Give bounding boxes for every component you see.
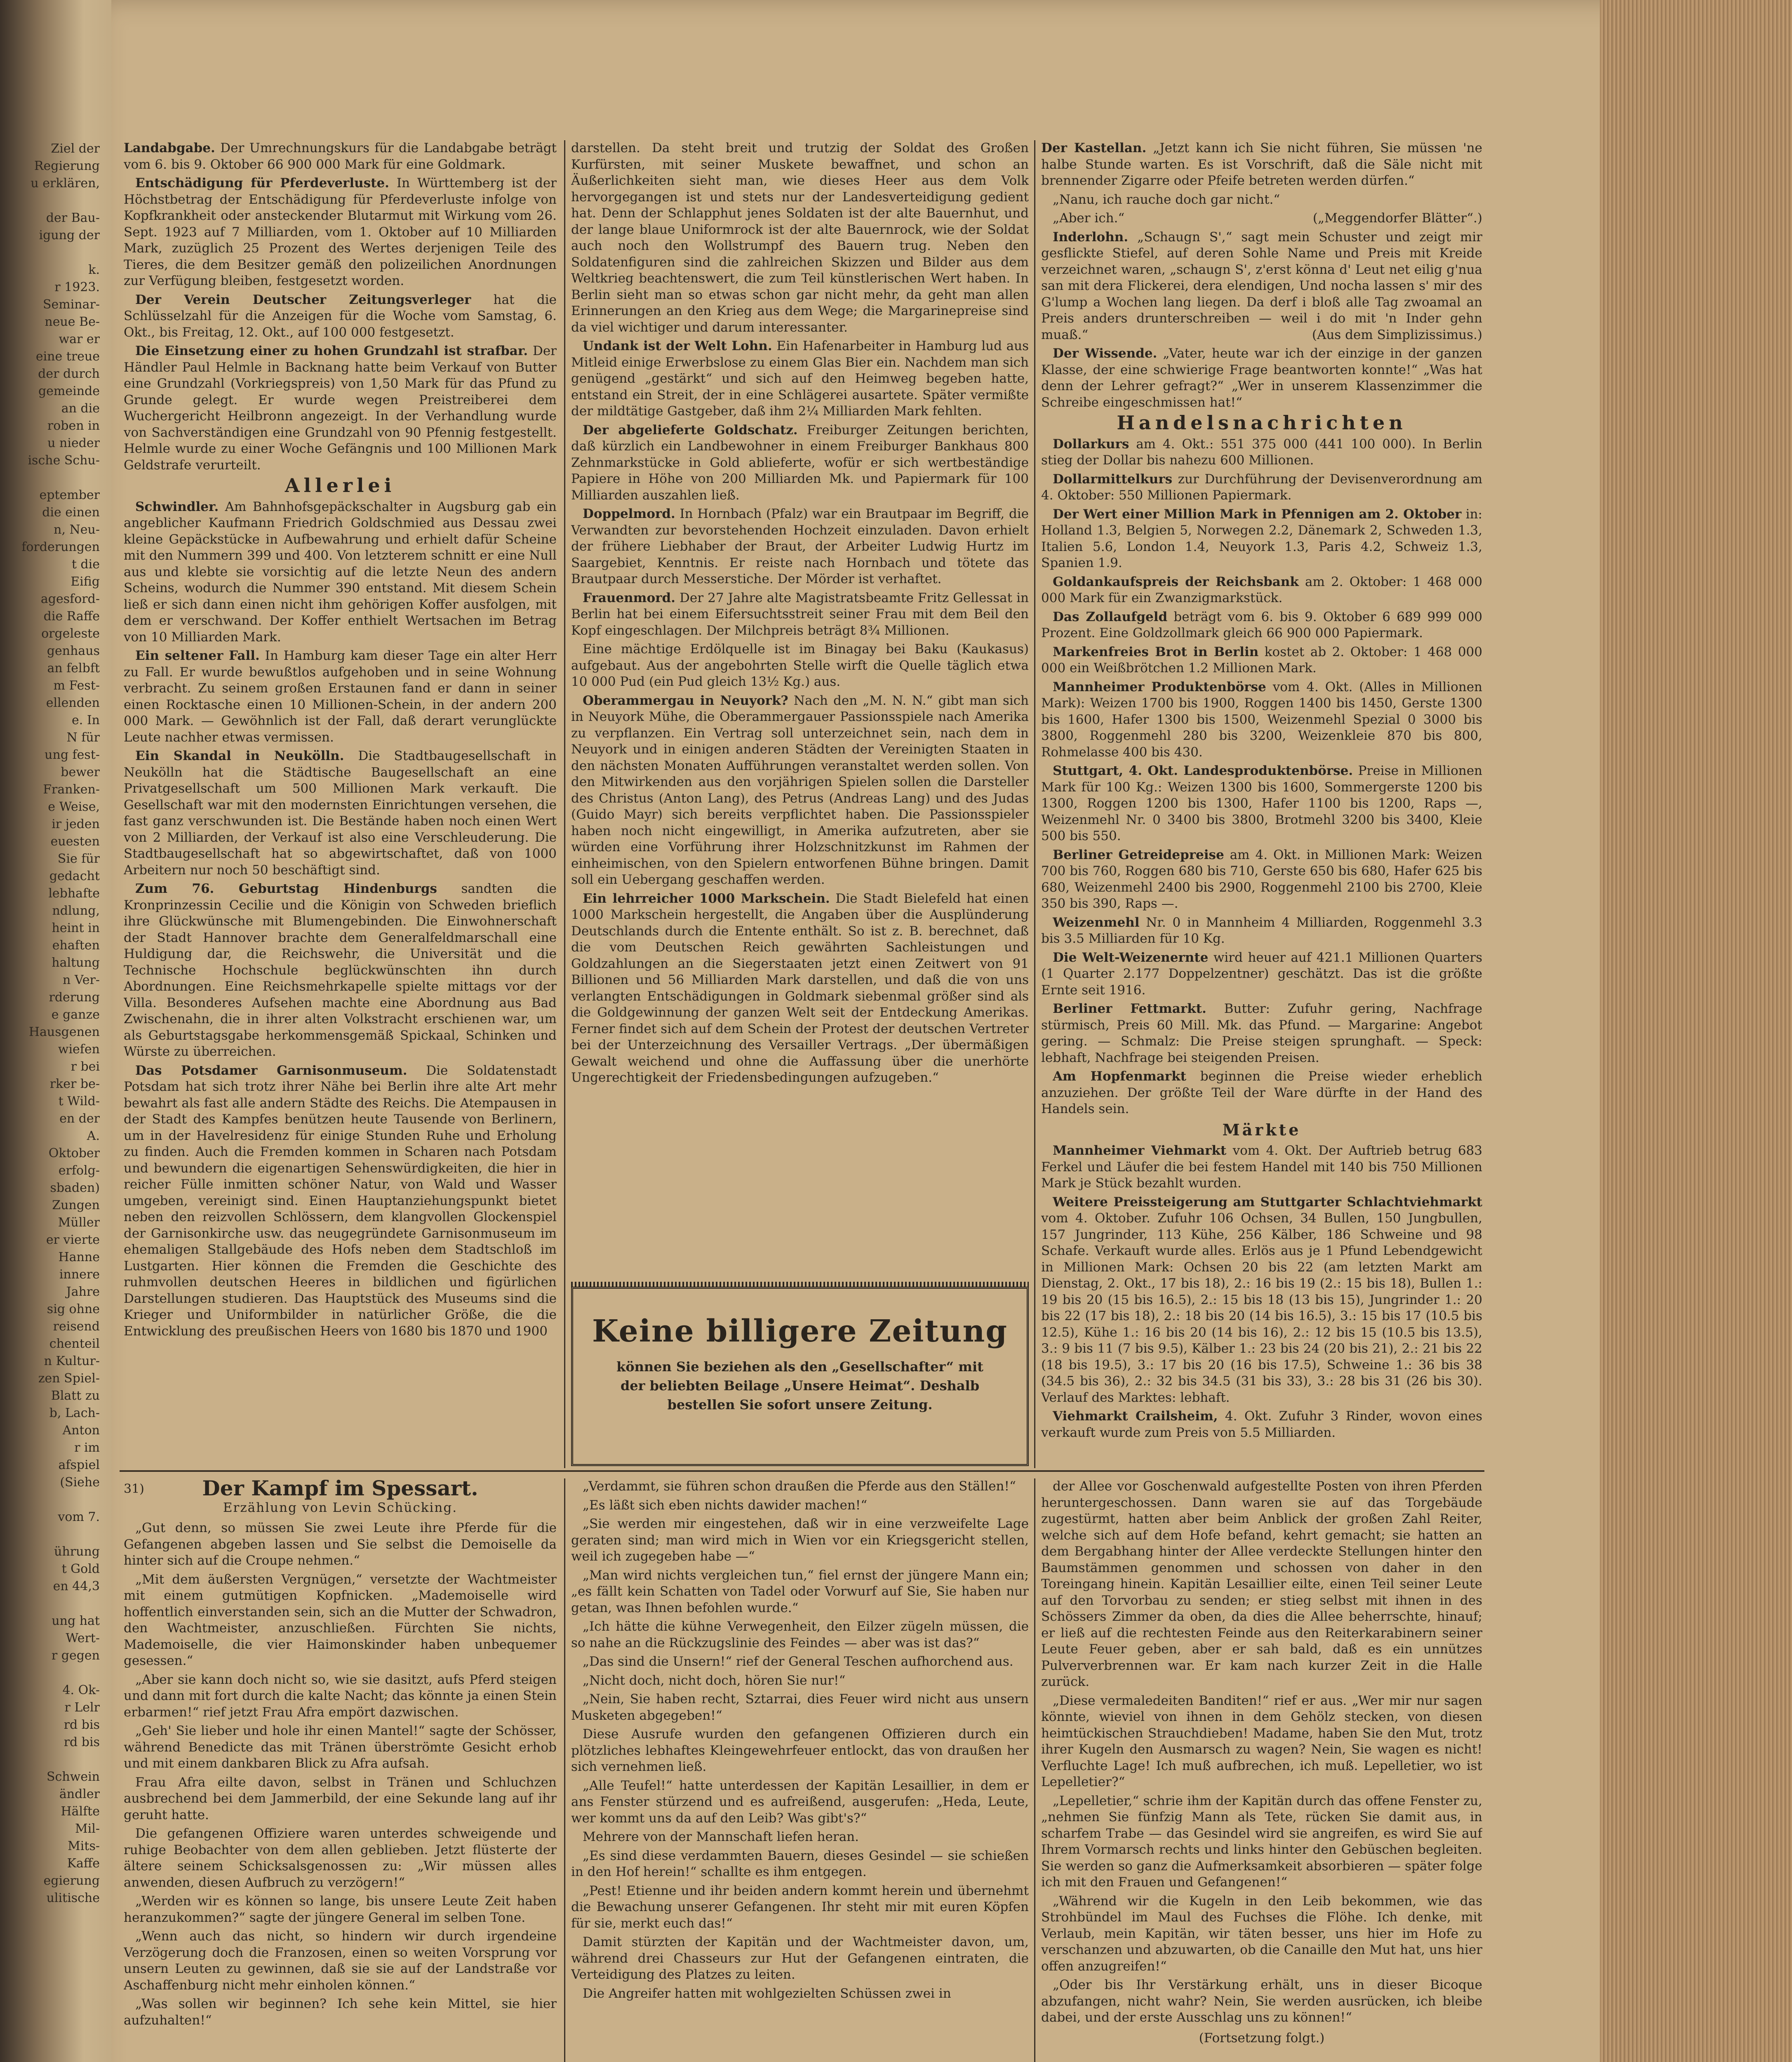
article: Das Potsdamer Garnisonmuseum. Die Soldatenstadt Potsdam hat sich trotz ihrer Nähe bei Berlin ihre alte Art mehr bewahrt als fast alle andern Städte des Reichs. Die Atempausen in der Stadt des Kampfes benützen heute Tausende von Berlinern, um in der Havelresidenz für einige Stunden Ruhe und Erholung zu finden. Auch die Fremden kommen in Scharen nach Potsdam und bewundern die eigenartigen Sehenswürdigkeiten, die hier in reicher Fülle inmitten schöner Natur, von Wald und Wasser umgeben, vereinigt sind. Einen Hauptanziehungspunkt bietet neben den reizvollen Schlössern, dem klangvollen Glockenspiel der Garnisonkirche usw. das neugegründete Garnisonmuseum im ehemaligen Stallgebäude des Hofs neben dem Stadtschloß im Lustgarten. Hier können die Fremden die Geschichte des ruhmvollen deutschen Heeres in bildlichen und figürlichen Darstellungen studieren. Das Hauptstück des Museums sind die Krieger und Uniformbilder in natürlicher Größe, die die Entwicklung des preußischen Heers von 1680 bis 1870 und 1900 <box>124 1063 557 1339</box>
serial-paragraph: „Nein, Sie haben recht, Sztarrai, dies Feuer wird nicht aus unsern Musketen abgegeben!“ <box>571 1692 1029 1723</box>
serial-continuation-note: (Fortsetzung folgt.) <box>1199 2030 1325 2046</box>
fragment-line: r bei <box>71 1059 100 1074</box>
serial-paragraph: „Wenn auch das nicht, so hindern wir durch irgendeine Verzögerung doch die Franzosen, einen so weiten Vorsprung vor unsern Leuten zu gewinnen, daß sie sie auf der Landstraße vor Aschaffenburg nicht mehr einholen können.“ <box>124 1929 557 1993</box>
serial-paragraph: „Pest! Etienne und ihr beiden andern kommt herein und übernehmt die Bewachung unserer Gefangenen. Ihr steht mir mit euren Köpfen für sie, merkt euch das!“ <box>571 1883 1029 1931</box>
fragment-line: b, Lach- <box>49 1406 100 1420</box>
serial-number: 31) <box>124 1482 144 1496</box>
trade-item: Die Welt-Weizenernte wird heuer auf 421.1 Millionen Quarters (1 Quarter 2.177 Doppelzentner) geschätzt. Das ist die größte Ernte seit 1916. <box>1041 950 1482 998</box>
serial-column-1 <box>124 1478 557 2062</box>
serial-paragraph: der Allee vor Goschenwald aufgestellte Posten von ihren Pferden heruntergeschossen. Dann waren sie auf das Torgebäude zugestürmt, hatten aber beim Anblick der großen Zahl Reiter, welche sich auf dem Hofe befand, kehrt gemacht; sie hatten an dem Bergabhang hinter der Allee verdeckte Stellungen hinter den Baumstämmen genommen und schossen von daher in den Toreingang hinein. Kapitän Lesaillier eilte, einen Teil seiner Leute auf den Torvorbau zu senden; er stieg selbst mit ihnen in des Schössers Zimmer da oben, da dies die Allee beherrschte, hinauf; er ließ auf die rechtesten Feinde aus den Reiterkarabinern seiner Leute Feuer geben, aber er sah bald, daß es ein unnützes Pulververbrennen war. Er kam nach kurzer Zeit in die Halle zurück. <box>1041 1479 1482 1689</box>
fragment-line: Sie für <box>57 852 100 866</box>
serial-paragraph: „Oder bis Ihr Verstärkung erhält, uns in dieser Bicoque abzufangen, nicht wahr? Nein, Sie werden ausrücken, ich bleibe dabei, und der erste Ausschlag uns zu können!“ <box>1041 1977 1482 2025</box>
fragment-line <box>0 469 103 487</box>
serial-title: Der Kampf im Spessart. <box>202 1478 478 1500</box>
fragment-line: chenteil <box>49 1337 100 1351</box>
article: Der abgelieferte Goldschatz. Freiburger Zeitungen berichten, daß kürzlich ein Landbewohner in einem Freiburger Bankhaus 800 Zehnmarkstücke in Gold ablieferte, wofür er sich wertbeständige Papiere in Höhe von 200 Milliarden Mk. und Papiermark für 100 Milliarden auszahlen ließ. <box>571 422 1029 503</box>
fragment-line: Oktober <box>48 1146 100 1160</box>
column-2 <box>571 140 1029 1281</box>
serial-paragraph: „Geh' Sie lieber und hole ihr einen Mantel!“ sagte der Schösser, während Benedicte das mit Tränen überströmte Gesicht erhob und mit einem dankbaren Blick zu Afra aufsah. <box>124 1723 557 1771</box>
fragment-line: haltung <box>52 956 100 970</box>
fragment-line: sbaden) <box>50 1181 100 1195</box>
column-rule <box>1034 140 1035 1468</box>
fragment-line: rker be- <box>49 1077 100 1091</box>
fragment-line: Müller <box>58 1215 100 1230</box>
fragment-line: die einen <box>42 505 100 520</box>
section-heading-allerlei: Allerlei <box>285 474 396 497</box>
fragment-line: igung der <box>39 228 100 242</box>
fragment-line: zen Spiel- <box>38 1371 100 1386</box>
serial-paragraph: Frau Afra eilte davon, selbst in Tränen und Schluchzen ausbrechend bei dem Jammerbild, der eine Sekunde lang auf ihr geruht hatte. <box>124 1775 557 1822</box>
trade-item: Dollarmittelkurs zur Durchführung der Devisenverordnung am 4. Oktober: 550 Millionen Papiermark. <box>1041 471 1482 503</box>
fragment-line: euesten <box>50 834 100 849</box>
fragment-line: Ziel der <box>51 141 100 156</box>
fragment-line: en der <box>59 1111 100 1126</box>
serial-paragraph: „Das sind die Unsern!“ rief der General Teschen aufhorchend aus. <box>583 1654 1014 1669</box>
fragment-line: der Bau- <box>46 211 100 225</box>
fragment-line: reisend <box>53 1319 100 1334</box>
joke: „Nanu, ich rauche doch gar nicht.“ <box>1053 192 1280 207</box>
serial-column-2 <box>571 1478 1029 2062</box>
fragment-line <box>0 1526 103 1543</box>
fragment-line: er vierte <box>46 1233 100 1247</box>
fragment-line: Mil- <box>75 1822 100 1836</box>
serial-paragraph: „Verdammt, sie führen schon draußen die Pferde aus den Ställen!“ <box>583 1479 1016 1494</box>
fragment-line <box>0 1751 103 1768</box>
fragment-line: Zungen <box>52 1198 100 1212</box>
section-heading-handelsnachrichten: Handelsnachrichten <box>1117 412 1407 434</box>
trade-item: Stuttgart, 4. Okt. Landesproduktenbörse. Preise in Millionen Mark für 100 Kg.: Weizen 1300 bis 1600, Sommergerste 1200 bis 1300, Roggen 1200 bis 1300, Hafer 1100 bis 1200, Raps —, Weizenmehl Nr. 0 3400 bis 3800, Brotmehl 3200 bis 3400, Kleie 500 bis 550. <box>1041 763 1482 843</box>
fragment-line: t die <box>71 557 100 572</box>
serial-paragraph: „Nicht doch, nicht doch, hören Sie nur!“ <box>583 1673 846 1688</box>
fragment-line: erfolg- <box>58 1163 100 1178</box>
subscription-advertisement <box>571 1287 1029 1466</box>
ad-text: können Sie beziehen als den „Gesellschafter“ mit der beliebten Beilage „Unsere Heimat“. Deshalb bestellen Sie sofort unsere Zeitung. <box>616 1359 983 1412</box>
serial-paragraph: Damit stürzten der Kapitän und der Wachtmeister davon, um, während drei Chasseurs zur Hut der Gefangenen eintraten, die Verteidigung des Platzes zu leiten. <box>571 1935 1029 1982</box>
fragment-line: heint in <box>52 921 100 935</box>
fragment-line: ir jeden <box>52 817 100 831</box>
serial-separator <box>120 1470 1484 1472</box>
joke: Der Wissende. „Vater, heute war ich der einzige in der ganzen Klasse, der eine schwierige Frage beantworten konnte!“ „Was hat denn der Lehrer gefragt?“ „Wer in unserem Klassenzimmer die Schreibe eingeschmissen hat!“ <box>1041 346 1482 410</box>
fragment-line: Eifig <box>71 574 100 589</box>
fragment-line <box>0 192 103 209</box>
fragment-line: ische Schu- <box>28 453 100 468</box>
serial-paragraph: „Mit dem äußersten Vergnügen,“ versetzte der Wachtmeister mit einem gutmütigen Kopfnicken. „Mademoiselle wird hoffentlich einverstanden sein, sich an die Mutter der Schwadron, den Wachtmeister, anzuschließen. Fürchten Sie nichts, Mademoiselle, die vier Haimonskinder haben unbequemer gesessen.“ <box>124 1572 557 1668</box>
article: Undank ist der Welt Lohn. Ein Hafenarbeiter in Hamburg lud aus Mitleid einige Erwerbslose zu einem Glas Bier ein. Nachdem man sich genügend „gestärkt“ und sich auf den Heimweg begeben hatte, entstand ein Streit, der in eine Schlägerei ausartete. Später vermißte der mildtätige Gastgeber, daß ihm 2¼ Milliarden Mark fehlten. <box>571 339 1029 419</box>
fragment-line: Hausgenen <box>28 1025 100 1039</box>
article: Entschädigung für Pferdeverluste. In Württemberg ist der Höchstbetrag der Entschädigung für Pferdeverluste infolge von Kopfkrankheit oder ansteckender Blutarmut mit Wirkung vom 26. Sept. 1923 auf 7 Milliarden, vom 1. Oktober auf 10 Milliarden Mark, zuzüglich 25 Prozent des Wertes derjenigen Teile des Tieres, die dem Besitzer gemäß den polizeilichen Anordnungen zur Verfügung bleiben, festgesetzt worden. <box>124 176 557 288</box>
fragment-line: die Raffe <box>43 609 100 624</box>
trade-item: Markenfreies Brot in Berlin kostet ab 2. Oktober: 1 468 000 000 ein Weißbrötchen 1.2 Millionen Mark. <box>1041 644 1482 676</box>
fragment-line: gedacht <box>49 869 100 883</box>
fragment-line: e Weise, <box>48 800 100 814</box>
article: Die Einsetzung einer zu hohen Grundzahl ist strafbar. Der Händler Paul Helmle in Backnang hatte beim Verkauf von Butter eine Grundzahl (Vorkriegspreis) von 1,50 Mark für das Pfund zu Grunde gelegt. Er wurde wegen Preistreiberei dem Wuchergericht Heilbronn angezeigt. In der Verhandlung wurde von Sachverständigen eine Grundzahl von 90 Pfennig festgestellt. Helmle wurde zu einer Woche Gefängnis und 100 Millionen Mark Geldstrafe verurteilt. <box>124 344 557 473</box>
serial-paragraph: „Lepelletier,“ schrie ihm der Kapitän durch das offene Fenster zu, „nehmen Sie fünfzig Mann als Tete, rücken Sie damit aus, in scharfem Trabe — das Gesindel wird sie angreifen, es wird Sie auf Ihrem Vormarsch rechts und links hinter den Gebüschen begleiten. Sie werden so ganz die Aufmerksamkeit absorbieren — später folge ich mit den Frauen und Gefangenen!“ <box>1041 1793 1482 1890</box>
serial-subtitle: Erzählung von Levin Schücking. <box>223 1500 458 1515</box>
article: Doppelmord. In Hornbach (Pfalz) war ein Brautpaar im Begriff, die Verwandten zur bevorstehenden Hochzeit einzuladen. Davon erhielt der frühere Liebhaber der Braut, der Arbeiter Ludwig Hurtz im Saargebiet, Kenntnis. Er reiste nach Hornbach und tötete das Brautpaar durch Messerstiche. Der Mörder ist verhaftet. <box>571 506 1029 586</box>
serial-paragraph: Diese Ausrufe wurden den gefangenen Offizieren durch ein plötzliches lebhaftes Kleingewehrfeuer entlockt, das von draußen her sich vernehmen ließ. <box>571 1727 1029 1774</box>
joke: Inderlohn. „Schaugn S',“ sagt mein Schuster und zeigt mir gesflickte Stiefel, auf deren Sohle Name und Preis mit Kreide verzeichnet waren, „schaugn S', z'erst könna d' Leut net eilig g'nua san mit dera Flickerei, dera elendigen, Und nocha lassen s' mir des G'lump a Wochen lang liegen. Da derf i bloß alle Tag zwoamal an Preis anders drunterschreiben — weil i do mit 'n Inder gehn muaß.“ (Aus dem Simplizissimus.) <box>1041 229 1482 342</box>
fragment-line: m Fest- <box>53 678 100 693</box>
article: Landabgabe. Der Umrechnungskurs für die Landabgabe beträgt vom 6. bis 9. Oktober 66 900 000 Mark für eine Goldmark. <box>124 141 557 172</box>
fragment-line: Franken- <box>43 782 100 797</box>
trade-item: Weizenmehl Nr. 0 in Mannheim 4 Milliarden, Roggenmehl 3.3 bis 3.5 Milliarden für 10 Kg. <box>1041 915 1482 946</box>
fragment-line: Hanne <box>58 1250 100 1264</box>
previous-page-fragments <box>0 140 103 2062</box>
fragment-line: ulitische <box>46 1891 100 1905</box>
fragment-line: k. <box>88 263 100 277</box>
fragment-line: A. <box>87 1129 100 1143</box>
joke: „Aber ich.“ („Meggendorfer Blätter“.) <box>1053 211 1482 226</box>
fragment-line: ändler <box>59 1787 100 1801</box>
article: Zum 76. Geburtstag Hindenburgs sandten die Kronprinzessin Cecilie und die Königin von Schweden brieflich ihre Glückwünsche mit Blumengebinden. Die Einwohnerschaft der Stadt Hannover brachte dem Generalfeldmarschall eine Huldigung dar, die Reichswehr, die Universität und die Technische Hochschule beglückwünschten ihn durch Abordnungen. Eine Reichsmehrkapelle spielte mittags vor der Villa. Besonderes Aufsehen machte eine Abordnung aus Bad Zwischenahn, die in ihrer alten Volkstracht erschienen war, um als Geburtstagsgabe herkommensgemäß Spickaal, Schinken und Würste zu überreichen. <box>124 881 557 1059</box>
trade-item: Berliner Fettmarkt. Butter: Zufuhr gering, Nachfrage stürmisch, Preis 60 Mill. Mk. das Pfund. — Margarine: Angebot gering. — Schmalz: Die Preise steigen sprunghaft. — Speck: lebhaft, Nachfrage bei steigenden Preisen. <box>1041 1001 1482 1065</box>
fragment-line: sig ohne <box>47 1302 100 1316</box>
fragment-line <box>0 1491 103 1509</box>
fragment-line: an felbft <box>47 661 100 676</box>
column-rule <box>1034 1478 1035 2062</box>
fragment-line: ndlung, <box>52 904 100 918</box>
fragment-line: e. In <box>72 713 100 727</box>
serial-paragraph: „Diese vermaledeiten Banditen!“ rief er aus. „Wer mir nur sagen könnte, wieviel von ihnen in dem Gehölz stecken, von diesen heimtückischen Strauchdieben! Madame, haben Sie den Mut, trotz ihrer Kugeln den Ausmarsch zu wagen? Nein, Sie wagen es nicht! Verfluchte Lage! Ich muß aufbrechen, ich muß. Lepelletier, wo ist Lepelletier?“ <box>1041 1693 1482 1789</box>
article: Ein seltener Fall. In Hamburg kam dieser Tage ein alter Herr zu Fall. Er wurde bewußtlos aufgehoben und in seine Wohnung verbracht. Zu seinem großen Erstaunen fand er dann in seiner einen Rocktasche einen 10 Millionen-Schein, in der andern 200 000 Mark. — Gewöhnlich ist der Fall, daß derart verunglückte Leute nachher etwas vermissen. <box>124 648 557 745</box>
fragment-line: egierung <box>43 1874 100 1888</box>
fragment-line: orgeleste <box>41 626 100 641</box>
fragment-line: ührung <box>54 1544 100 1559</box>
fragment-line: Wert- <box>66 1631 100 1645</box>
fragment-line: rderung <box>49 990 100 1005</box>
fragment-line: innere <box>59 1267 100 1282</box>
trade-item: Mannheimer Produktenbörse vom 4. Okt. (Alles in Millionen Mark): Weizen 1700 bis 1900, Roggen 1400 bis 1450, Gerste 1300 bis 1600, Hafer 1300 bis 1500, Weizenmehl Spezial 0 3000 bis 3800, Roggenmehl 280 bis 3200, Weizenkleie 870 bis 800, Rohmelasse 400 bis 430. <box>1041 679 1482 760</box>
fragment-line: eptember <box>39 488 100 502</box>
column-rule <box>564 1478 565 2062</box>
serial-paragraph: „Aber sie kann doch nicht so, wie sie dasitzt, aufs Pferd steigen und dann mit fort durch die kalte Nacht; das könnte ja einen Stein erbarmen!“ rief jetzt Frau Afra empört dazwischen. <box>124 1672 557 1720</box>
market-item: Weitere Preissteigerung am Stuttgarter Schlachtviehmarkt vom 4. Oktober. Zufuhr 106 Ochsen, 34 Bullen, 150 Jungbullen, 157 Jungrinder, 113 Kühe, 256 Kälber, 186 Schweine und 98 Schafe. Verkauft wurde alles. Erlös aus je 1 Pfund Lebendgewicht in Millionen Mark: Ochsen 20 bis 22 (am letzten Markt am Dienstag, 2. Okt., 17 bis 18), 2.: 16 bis 19 (2.: 15 bis 18), Bullen 1.: 19 bis 20 (15 bis 16.5), 2.: 15 bis 18 (13 bis 15), Jungrinder 1.: 20 bis 22 (17 bis 18), 2.: 18 bis 20 (14 bis 16.5), 3.: 15 bis 17 (10.5 bis 12.5), Kühe 1.: 16 bis 20 (14 bis 16), 2.: 12 bis 15 (10.5 bis 13.5), 3.: 9 bis 11 (7 bis 9.5), Kälber 1.: 23 bis 24 (20 bis 21), 2.: 21 bis 22 (18 bis 19.5), 3.: 17 bis 20 (16 bis 17.5), Schweine 1.: 36 bis 38 (34.5 bis 36), 2.: 32 bis 34.5 (31 bis 33), 3.: 28 bis 31 (26 bis 30). Verlauf des Marktes: lebhaft. <box>1041 1194 1482 1405</box>
trade-item: Dollarkurs am 4. Okt.: 551 375 000 (441 100 000). In Berlin stieg der Dollar bis nahezu 600 Millionen. <box>1041 436 1482 468</box>
fragment-line: roben in <box>47 419 100 433</box>
fragment-line: ung hat <box>52 1614 100 1628</box>
fragment-line: 4. Ok- <box>62 1683 100 1697</box>
fragment-line: n, Neu- <box>54 523 100 537</box>
fragment-line: Regierung <box>34 159 100 173</box>
fragment-line: neue Be- <box>45 315 100 329</box>
serial-paragraph: „Man wird nichts vergleichen tun,“ fiel ernst der jüngere Mann ein; „es fällt kein Schatten von Tadel oder Vorwurf auf Sie, Sie haben nur getan, was Ihnen befohlen wurde.“ <box>571 1568 1029 1615</box>
fragment-line: ung fest- <box>45 748 100 762</box>
fragment-line: r 1923. <box>54 280 100 294</box>
serial-paragraph: Die Angreifer hatten mit wohlgezielten Schüssen zwei in <box>583 1986 951 2001</box>
column-3 <box>1041 140 1482 1468</box>
fragment-line: an die <box>61 401 100 416</box>
serial-paragraph: Die gefangenen Offiziere waren unterdes schweigende und ruhige Beobachter von dem allen geblieben. Jetzt flüsterte der ältere seinem Schicksalsgenossen zu: „Wir müssen alles anwenden, diesen Aufbruch zu verzögern!“ <box>124 1826 557 1890</box>
fragment-line: e ganze <box>51 1007 100 1022</box>
article: darstellen. Da steht breit und trutzig der Soldat des Großen Kurfürsten, mit seiner Muskete bewaffnet, und schon an Äußerlichkeiten sieht man, wie dieses Heer aus dem Volk hervorgegangen ist und stets nur der Landesverteidigung gedient hat. Denn der Schlapphut jenes Soldaten ist der alte Bauernhut, und der lange blaue Uniformrock ist der alte Bauernrock, wie der Soldat auch noch den Wollstrumpf des Bauern trug. Neben den Soldatenfiguren sind die zahlreichen Skizzen und Bilder aus dem Weltkrieg beachtenswert, die zum Teil künstlerischen Wert haben. In Berlin sieht man so etwas schon gar nicht mehr, da geht man allen Erinnerungen an den Krieg aus dem Wege; die Margarinepreise sind da viel wichtiger und darum interessanter. <box>571 141 1029 335</box>
serial-paragraph: „Es sind diese verdammten Bauern, dieses Gesindel — sie schießen in den Hof herein!“ schallte es ihm entgegen. <box>571 1848 1029 1879</box>
serial-paragraph: „Werden wir es können so lange, bis unsere Leute Zeit haben heranzukommen?“ sagte der jüngere General im selben Tone. <box>124 1894 557 1925</box>
fragment-line: t Wild- <box>58 1094 100 1109</box>
fragment-line: t Gold <box>61 1562 100 1576</box>
fragment-line: n Ver- <box>63 973 100 987</box>
fragment-line: Seminar- <box>42 297 100 312</box>
fragment-line: der durch <box>38 367 100 381</box>
article: Ein Skandal in Neukölln. Die Stadtbaugesellschaft in Neukölln hat die Städtische Baugesellschaft an eine Privatgesellschaft um 500 Millionen Mark verkauft. Die Gesellschaft war mit den modernsten Einrichtungen versehen, die fast ganz verschwunden ist. Die Bestände haben noch einen Wert von 2 Milliarden, der Verkauf ist also eine Verschleuderung. Die Stadtbaugesellschaft hat so abgewirtschaftet, daß von 1000 Arbeitern nur noch 50 beschäftigt sind. <box>124 749 557 878</box>
fragment-line: genhaus <box>47 644 100 658</box>
fragment-line: ehaften <box>52 938 100 953</box>
fragment-line: r gegen <box>51 1648 100 1663</box>
ad-title: Keine billigere Zeitung <box>592 1313 1008 1349</box>
fragment-line: rd bis <box>63 1735 100 1749</box>
fragment-line: Anton <box>62 1423 100 1438</box>
fragment-line: u nieder <box>47 436 100 450</box>
fragment-line: lebhafte <box>48 886 100 901</box>
fragment-line: afspiel <box>58 1458 100 1472</box>
fragment-line: war er <box>59 332 100 346</box>
fragment-line: vom 7. <box>58 1510 100 1524</box>
market-item: Viehmarkt Crailsheim, 4. Okt. Zufuhr 3 Rinder, wovon eines verkauft wurde zum Preis von 5.5 Milliarden. <box>1041 1409 1482 1440</box>
fragment-line: (Siehe <box>60 1475 100 1490</box>
fragment-line: Kaffe <box>67 1856 100 1871</box>
joke: Der Kastellan. „Jetzt kann ich Sie nicht führen, Sie müssen 'ne halbe Stunde warten. Es ist Vorschrift, daß die Säle nicht mit brennender Zigarre oder Pfeife betreten werden dürfen.“ <box>1041 141 1482 188</box>
fragment-line: r im <box>74 1441 100 1455</box>
trade-item: Das Zollaufgeld beträgt vom 6. bis 9. Oktober 6 689 999 000 Prozent. Eine Goldzollmark gleich 66 900 000 Papiermark. <box>1041 609 1482 640</box>
article: Schwindler. Am Bahnhofsgepäckschalter in Augsburg gab ein angeblicher Kaufmann Friedrich Goldschmied aus Dessau zwei kleine Gepäckstücke in Aufbewahrung und erhielt dafür Scheine mit den Nummern 399 und 400. Von letzterem schnitt er eine Null aus und klebte sie vorsichtig auf die letzte Neun des andern Scheins, wodurch die Nummer 390 entstand. Mit diesem Schein ließ er sich dann einen nicht ihm gehörigen Koffer ausfolgen, mit dem er verschwand. Der Koffer enthielt Wertsachen im Betrag von 10 Milliarden Mark. <box>124 499 557 645</box>
article: Der Verein Deutscher Zeitungsverleger hat die Schlüsselzahl für die Anzeigen für die Woche vom Samstag, 6. Okt., bis Freitag, 12. Okt., auf 100 000 festgesetzt. <box>124 292 557 340</box>
market-item: Mannheimer Viehmarkt vom 4. Okt. Der Auftrieb betrug 683 Ferkel und Läufer die bei festem Handel mit 140 bis 750 Millionen Mark je Stück bezahlt wurden. <box>1041 1143 1482 1191</box>
serial-paragraph: „Ich hätte die kühne Verwegenheit, den Eilzer zügeln müssen, die so nahe an die Rückzugslinie des Feindes — aber was ist das?“ <box>571 1619 1029 1650</box>
article: Ein lehrreicher 1000 Markschein. Die Stadt Bielefeld hat einen 1000 Markschein hergestellt, die Angaben über die Ausplünderung Deutschlands durch die Entente enthält. So ist z. B. berechnet, daß die vom Deutschen Reich gewährten Sachleistungen und Goldzahlungen an die Siegerstaaten jetzt einen Zeitwert von 91 Billionen und 56 Milliarden Mark darstellen, und daß die von uns verlangten Entschädigungen in Goldmark siebenmal größer sind als die Goldgewinnung der ganzen Welt seit der Entdeckung Amerikas. Ferner findet sich auf dem Schein der Protest der deutschen Vertreter bei der Unterzeichnung des Versailler Vertrags. „Der übermäßigen Gewalt weichend und ohne die Auffassung über die unerhörte Ungerechtigkeit der Friedensbedingungen aufzugeben.“ <box>571 891 1029 1085</box>
fragment-line: forderungen <box>21 540 100 554</box>
serial-paragraph: „Was sollen wir beginnen? Ich sehe kein Mittel, sie hier aufzuhalten!“ <box>124 1996 557 2028</box>
fragment-line: gemeinde <box>38 384 100 398</box>
fragment-line <box>0 1595 103 1612</box>
fragment-line: wiefen <box>58 1042 100 1057</box>
trade-item: Berliner Getreidepreise am 4. Okt. in Millionen Mark: Weizen 700 bis 760, Roggen 680 bis 710, Gerste 650 bis 680, Hafer 625 bis 680, Weizenmehl 2400 bis 2900, Roggenmehl 2100 bis 2700, Kleie 350 bis 390, Raps —. <box>1041 847 1482 911</box>
serial-paragraph: „Gut denn, so müssen Sie zwei Leute ihre Pferde für die Gefangenen abgeben lassen und Sie selbst die Demoiselle da hinter sich auf die Croupe nehmen.“ <box>124 1521 557 1568</box>
fragment-line: N für <box>66 730 100 745</box>
fragment-line: Blatt zu <box>51 1389 100 1403</box>
serial-paragraph: „Während wir die Kugeln in den Leib bekommen, wie das Strohbündel im Maul des Fuchses die Flöhe. Ich denke, mit Verlaub, mein Kapitän, wir täten besser, uns hier im Hofe zu verschanzen und abzuwarten, ob die Canaille den Mut hat, uns hier offen anzugreifen!“ <box>1041 1893 1482 1974</box>
trade-item: Goldankaufspreis der Reichsbank am 2. Oktober: 1 468 000 000 Mark für ein Zwanzigmarkstück. <box>1041 574 1482 605</box>
fragment-line: r Lelr <box>64 1700 100 1715</box>
fragment-line: en 44,3 <box>53 1579 100 1594</box>
fragment-line: Hälfte <box>61 1804 100 1819</box>
trade-item: Der Wert einer Million Mark in Pfennigen am 2. Oktober in: Holland 1.3, Belgien 5, Norwegen 2.2, Dänemark 2, Schweden 1.3, Italien 5.6, London 1.4, Neuyork 1.3, Paris 4.2, Schweiz 1.3, Spanien 1.9. <box>1041 506 1482 570</box>
fragment-line: eine treue <box>35 349 100 364</box>
fragment-line: Mits- <box>68 1839 100 1853</box>
fragment-line: Jahre <box>66 1285 100 1299</box>
column-1 <box>124 140 557 1468</box>
article: Frauenmord. Der 27 Jahre alte Magistratsbeamte Fritz Gellessat in Berlin hat bei einem Eifersuchtsstreit seiner Frau mit dem Beil den Kopf eingeschlagen. Der Milchpreis beträgt 8¾ Millionen. <box>571 590 1029 638</box>
trade-item: Am Hopfenmarkt beginnen die Preise wieder erheblich anzuziehen. Der größte Teil der Ware dürfte in der Hand des Handels sein. <box>1041 1069 1482 1116</box>
fragment-line: u erklären, <box>31 176 100 191</box>
article: Oberammergau in Neuyork? Nach den „M. N. N.“ gibt man sich in Neuyork Mühe, die Oberammergauer Passionsspiele nach Amerika zu verpflanzen. Ein Vertrag soll unterzeichnet sein, nach dem in Neuyork und in einigen anderen Städten der Vereinigten Staaten in den nächsten Monaten Aufführungen veranstaltet werden sollen. Von den Mitwirkenden aus den vorjährigen Spielen sollen die Darsteller des Christus (Anton Lang), des Petrus (Andreas Lang) und des Judas (Guido Mayr) sich bereits verpflichtet haben. Die Passionsspieler haben noch nicht eingewilligt, in Amerika aufzutreten, aber sie würden eine Vorführung ihrer Holzschnitzkunst im Rahmen der einheimischen, von den Spielern entworfenen Bühne bringen. Damit soll ein Uebergang geschaffen werden. <box>571 693 1029 887</box>
fragment-line <box>0 1664 103 1682</box>
serial-paragraph: „Alle Teufel!“ hatte unterdessen der Kapitän Lesaillier, in dem er ans Fenster stürzend und es aufreißend, ausgerufen: „Heda, Leute, wer kommt uns da auf den Leib? Was gibt's?“ <box>571 1778 1029 1826</box>
column-rule <box>564 140 565 1468</box>
fragment-line: n Kultur- <box>44 1354 100 1368</box>
section-heading-maerkte: Märkte <box>1222 1120 1301 1139</box>
serial-paragraph: „Es läßt sich eben nichts dawider machen!“ <box>583 1497 868 1513</box>
fragment-line: agesford- <box>40 592 100 606</box>
page-stack-edges <box>1600 0 1792 2062</box>
serial-paragraph: „Sie werden mir eingestehen, daß wir in eine verzweifelte Lage geraten sind; man wird mich in Wien vor ein Kriegsgericht stellen, weil ich zugegeben habe —“ <box>571 1516 1029 1564</box>
serial-paragraph: Mehrere von der Mannschaft liefen heran. <box>583 1829 859 1844</box>
fragment-line <box>0 244 103 261</box>
serial-column-3 <box>1041 1478 1482 2062</box>
fragment-line: ellenden <box>46 696 100 710</box>
fragment-line: Schwein <box>46 1770 100 1784</box>
fragment-line: rd bis <box>63 1718 100 1732</box>
article: Eine mächtige Erdölquelle ist im Binagay bei Baku (Kaukasus) aufgebaut. Aus der angebohrten Stelle wirft die Quelle täglich etwa 10 000 Pud (ein Pud gleich 13½ Kg.) aus. <box>571 642 1029 689</box>
fragment-line: bewer <box>61 765 100 779</box>
